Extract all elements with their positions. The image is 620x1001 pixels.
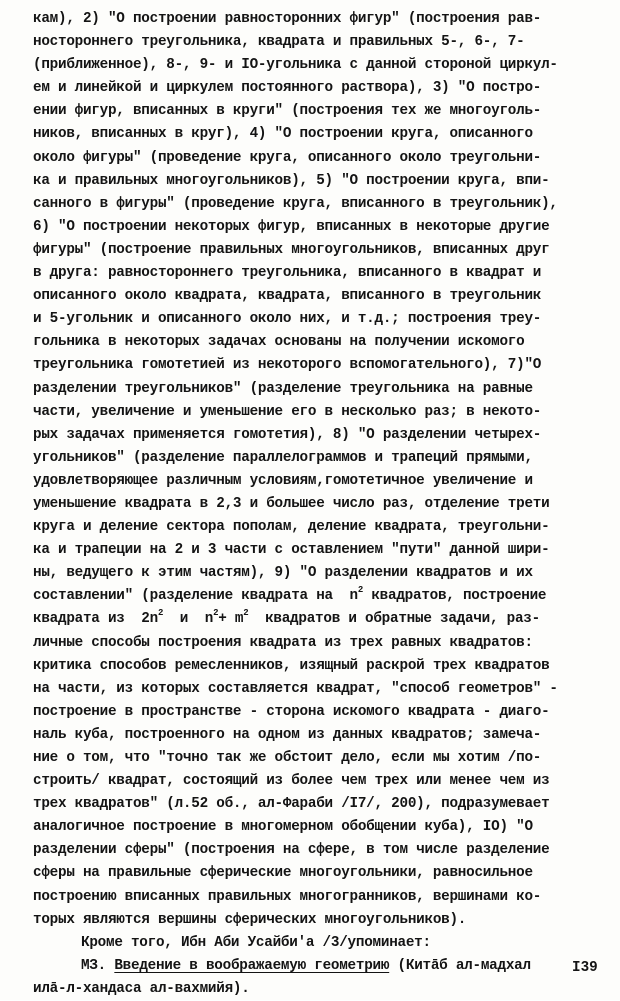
text-line: ние о том, что "точно так же обстоит дело, если мы хотим /по-: [33, 750, 542, 766]
entry-number: МЗ.: [81, 957, 115, 974]
text-line: ка и трапеции на 2 и 3 части с оставлением "пути" данной шири-: [33, 542, 550, 559]
text-line: рых задачах применяется гомотетия), 8) "О разделении четырех-: [33, 426, 542, 443]
text-line: около фигуры" (проведение круга, описанного около треугольни-: [33, 149, 542, 166]
text-line: критика способов ремесленников, изящный раскрой трех квадратов: [33, 657, 550, 674]
text-line: илā-л-хандаса ал-вахмийя).: [33, 980, 250, 997]
formula-line: [33, 585, 598, 608]
formula-text: + m: [218, 611, 244, 628]
text-line: кам), 2) "О построении равносторонних фигур" (построения рав-: [33, 11, 542, 27]
bibliography-entry: [33, 955, 598, 978]
entry-transliteration: (Китāб ал-мадхал: [389, 957, 531, 974]
document-body-text: [33, 8, 598, 1001]
text-line: уменьшение квадрата в 2,3 и большее число раз, отделение трети: [33, 495, 550, 512]
text-line: ем и линейкой и циркулем постоянного раствора), 3) "О постро-: [33, 80, 542, 97]
text-line: сферы на правильные сферические многоугольники, равносильное: [33, 865, 533, 882]
text-line: гольника в некоторых задачах основаны на получении искомого: [33, 334, 525, 351]
text-line: построение в пространстве - сторона искомого квадрата - диаго-: [33, 703, 550, 720]
text-line: разделении треугольников" (разделение треугольника на равные: [33, 380, 533, 397]
exponent: 2: [157, 608, 164, 619]
text-line: описанного около квадрата, квадрата, вписанного в треугольник: [33, 288, 542, 305]
exponent: 2: [357, 585, 364, 596]
text-line: ении фигур, вписанных в круги" (построения тех же многоуголь-: [33, 103, 542, 120]
text-line: 6) "О построении некоторых фигур, вписанных в некоторые другие: [33, 218, 550, 235]
text-line: строить/ квадрат, состоящий из более чем трех или менее чем из: [33, 773, 550, 790]
text-line: фигуры" (построение правильных многоугольников, вписанных друг: [33, 241, 550, 258]
text-line: наль куба, построенного на одном из данных квадратов; замеча-: [33, 726, 542, 743]
text-line: и 5-угольник и описанного около них, и т.д.; построения треу-: [33, 311, 542, 328]
text-line: удовлетворяющее различным условиям,гомотетичное увеличение и: [33, 472, 533, 489]
text-line: трех квадратов" (л.52 об., ал-Фараби /I7/, 200), подразумевает: [33, 796, 550, 813]
text-line: треугольника гомотетией из некоторого вспомогательного), 7)"О: [33, 357, 542, 374]
text-line: на части, из которых составляется квадрат, "способ геометров" -: [33, 680, 558, 697]
entry-title: Введение в воображаемую геометрию: [114, 957, 390, 974]
text-line: торых являются вершины сферических многоугольников).: [33, 911, 467, 928]
text-line: личные способы построения квадрата из трех равных квадратов:: [33, 634, 533, 651]
text-line: ка и правильных многоугольников), 5) "О построении круга, впи-: [33, 172, 550, 189]
formula-line: [33, 608, 598, 631]
text-line: (приближенное), 8-, 9- и IO-угольника с данной стороной циркул-: [33, 57, 558, 74]
text-line: круга и деление сектора пополам, деление квадрата, треугольни-: [33, 519, 550, 536]
formula-text: квадратов, построение: [363, 588, 547, 605]
text-line: построению вписанных правильных многогранников, вершинами ко-: [33, 888, 542, 905]
exponent: 2: [243, 608, 249, 619]
text-line: аналогичное построение в многомерном обобщении куба), IO) "О: [33, 819, 533, 836]
text-line: ны, ведущего к этим частям), 9) "О разделении квадратов и их: [33, 565, 533, 582]
formula-text: квадратов и обратные задачи, раз-: [248, 611, 540, 628]
text-line: части, увеличение и уменьшение его в несколько раз; в некото-: [33, 403, 542, 420]
text-line: санного в фигуры" (проведение круга, вписанного в треугольник),: [33, 195, 558, 212]
formula-text: и n: [163, 611, 214, 628]
formula-text: составлении" (разделение квадрата на n: [33, 588, 358, 605]
exponent: 2: [213, 608, 219, 619]
indented-paragraph-line: Кроме того, Ибн Аби Усайби'а /3/упоминает:: [81, 934, 431, 951]
text-line: ностороннего треугольника, квадрата и правильных 5-, 6-, 7-: [33, 34, 525, 51]
text-line: разделении сферы" (построения на сфере, в том числе разделение: [33, 842, 550, 859]
formula-text: квадрата из 2n: [33, 611, 158, 628]
text-line: ников, вписанных в круг), 4) "О построении круга, описанного: [33, 126, 533, 143]
text-line: угольников" (разделение параллелограммов и трапеций прямыми,: [33, 449, 533, 466]
text-line: в друга: равностороннего треугольника, вписанного в квадрат и: [33, 265, 542, 282]
page-number: I39: [572, 960, 598, 976]
